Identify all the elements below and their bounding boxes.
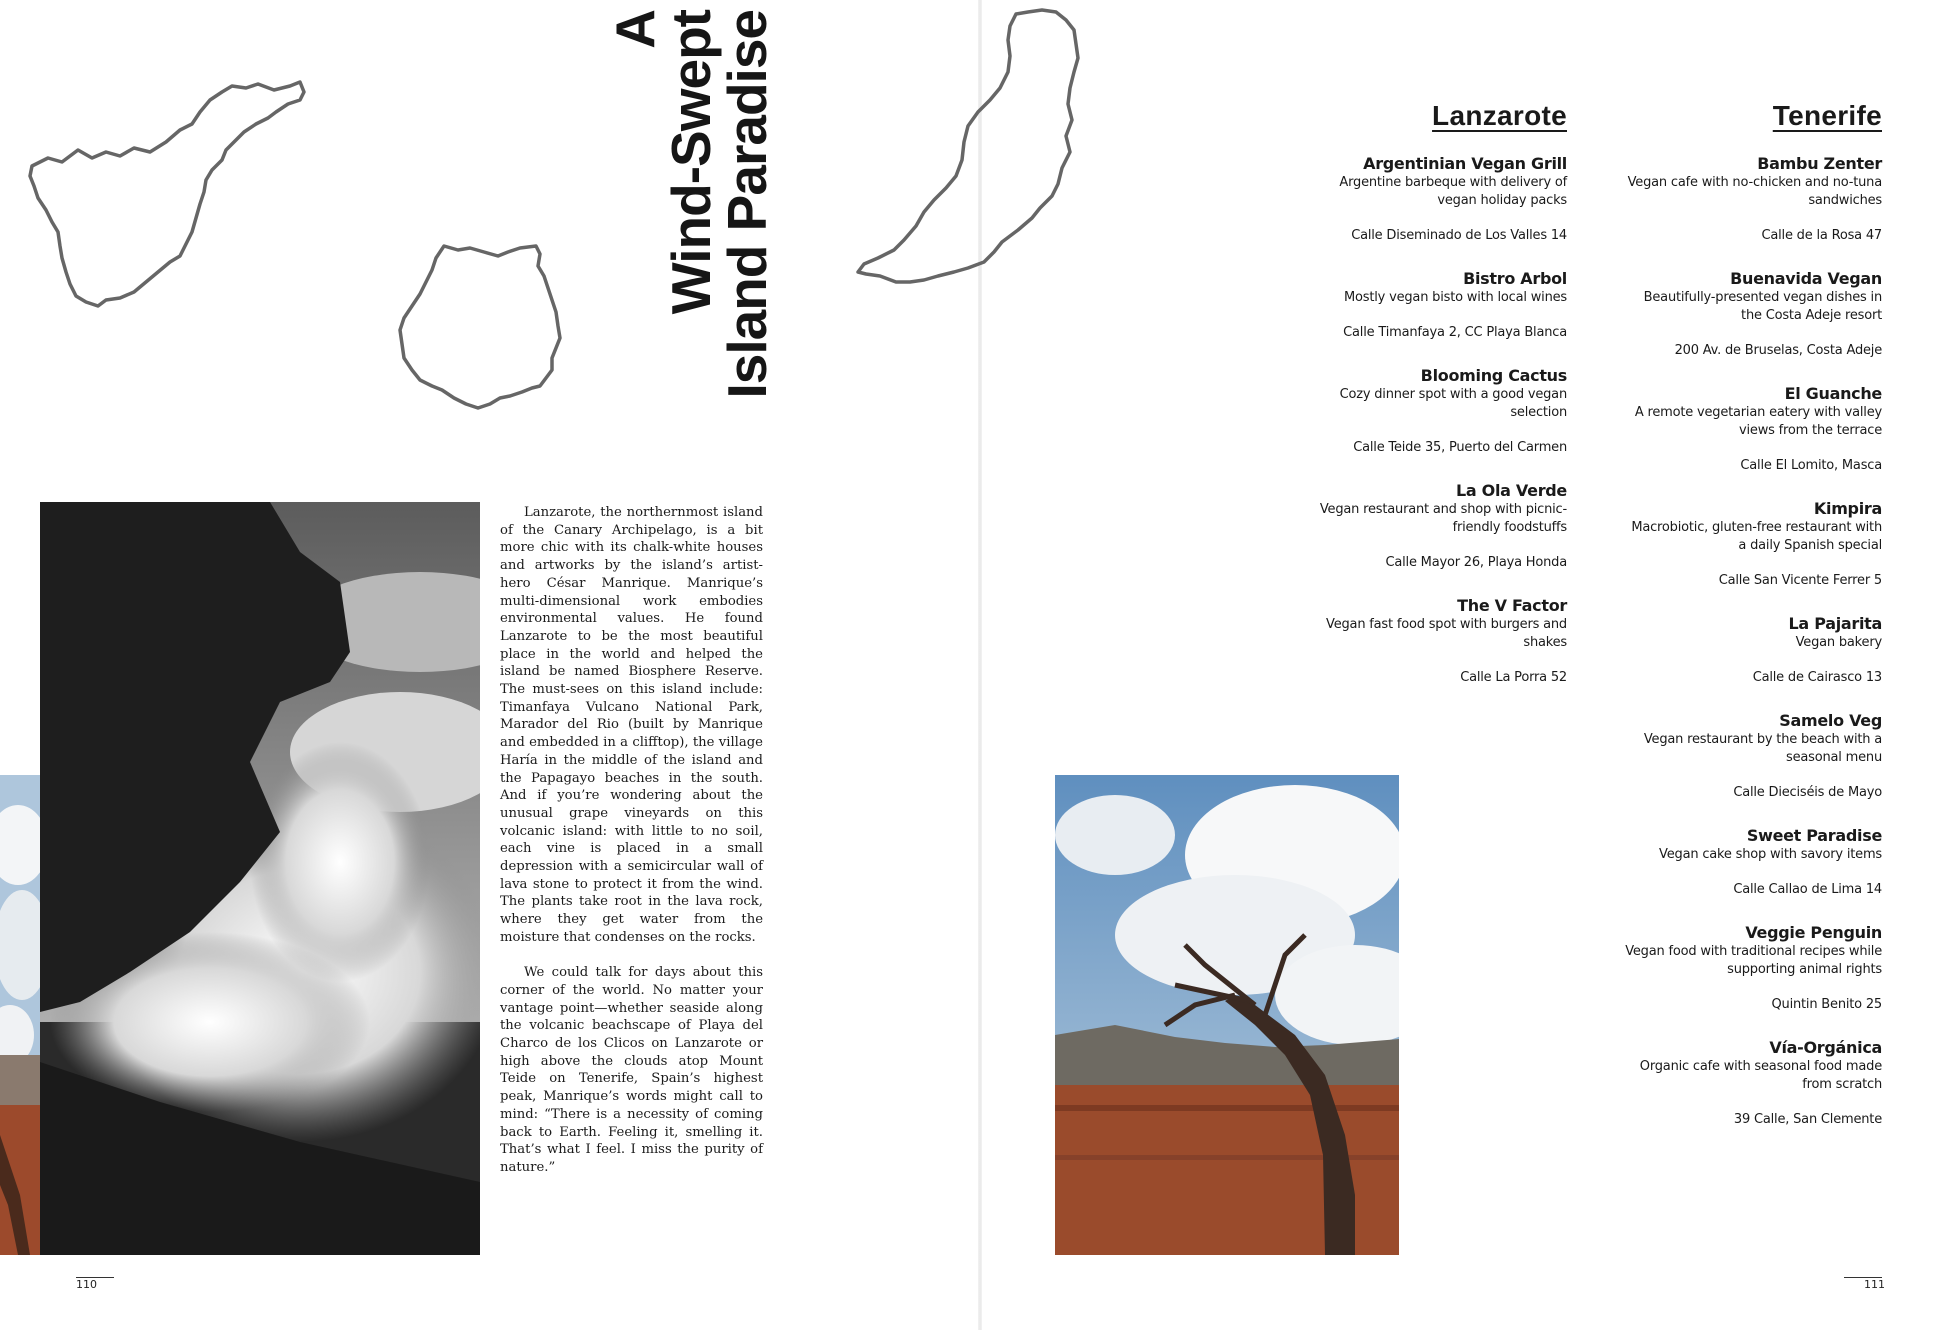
- venue-name: Kimpira: [1813, 499, 1882, 518]
- title-line-2: Wind-Swept: [660, 10, 722, 315]
- list-item: [1310, 154, 1567, 245]
- page-number-right: 111: [1864, 1278, 1885, 1291]
- list-item: [1620, 499, 1882, 590]
- list-item: [1310, 481, 1567, 572]
- venue-address: Calle Diseminado de Los Valles 14: [1351, 228, 1567, 243]
- venue-name: Buenavida Vegan: [1730, 269, 1882, 288]
- venue-name: Bistro Arbol: [1463, 269, 1567, 288]
- venue-description: Vegan cake shop with savory items: [1659, 847, 1882, 862]
- venue-address: Calle Callao de Lima 14: [1733, 882, 1882, 897]
- venue-description: Cozy dinner spot with a good vegan selection: [1339, 387, 1567, 420]
- tenerife-outline-icon: [30, 82, 304, 306]
- venue-description: Vegan cafe with no-chicken and no-tuna sandwiches: [1627, 175, 1882, 208]
- venue-description: Vegan bakery: [1795, 635, 1882, 650]
- lanzarote-listing: [1310, 100, 1567, 711]
- venue-address: 39 Calle, San Clemente: [1733, 1112, 1882, 1127]
- list-item: [1620, 384, 1882, 475]
- title-line-3: Island Paradise: [716, 10, 778, 399]
- venue-description: Macrobiotic, gluten-free restaurant with a daily Spanish special: [1631, 520, 1882, 553]
- list-item: [1620, 614, 1882, 687]
- venue-description: Vegan restaurant by the beach with a seasonal menu: [1643, 732, 1882, 765]
- venue-description: Vegan food with traditional recipes while supporting animal rights: [1625, 944, 1882, 977]
- list-item: [1310, 366, 1567, 457]
- venue-name: The V Factor: [1457, 596, 1567, 615]
- venue-description: Argentine barbeque with delivery of vegan holiday packs: [1339, 175, 1567, 208]
- venue-name: Vía-Orgánica: [1769, 1038, 1882, 1057]
- photo-wave-rocks: [40, 502, 480, 1255]
- list-item: [1310, 269, 1567, 342]
- list-item: [1620, 923, 1882, 1014]
- venue-address: Calle Teide 35, Puerto del Carmen: [1353, 440, 1567, 455]
- venue-description: Mostly vegan bisto with local wines: [1344, 290, 1567, 305]
- venue-name: La Ola Verde: [1456, 481, 1567, 500]
- venue-address: Calle La Porra 52: [1460, 670, 1567, 685]
- photo-left-strip: [0, 775, 40, 1255]
- venue-name: Samelo Veg: [1779, 711, 1882, 730]
- venue-name: Bambu Zenter: [1757, 154, 1882, 173]
- list-item: [1310, 596, 1567, 687]
- venue-name: La Pajarita: [1788, 614, 1882, 633]
- page-number-left: 110: [76, 1278, 97, 1291]
- venue-name: Veggie Penguin: [1745, 923, 1882, 942]
- article-paragraph-2: We could talk for days about this corner of the world. No matter your vantage point—whether seaside along the volcanic beachscape of Playa del Charco de los Clicos on Lanzarote or high above the clouds atop Mount Teide on Tenerife, Spain’s highest peak, Manrique’s words might call to mind: “There is a necessity of coming back to Earth. Feeling it, smelling it. That’s what I feel. I miss the purity of nature.”: [500, 965, 763, 1175]
- article-paragraph-1: Lanzarote, the northernmost island of the Canary Archipelago, is a bit more chic with its chalk-white houses and artworks by the island’s artist-hero César Manrique. Manrique’s multi-dimensional work embodies environmental values. He found Lanzarote to be the most beautiful place in the world and helped the island be named Biosphere Reserve. The must-sees on this island include: Timanfaya Vulcano National Park, Marador del Rio (built by Manrique and embedded in a clifftop), the village Haría in the middle of the island and the Papagayo beaches in the south. And if you’re wondering about the unusual grape vineyards on this volcanic island: with little to no soil, each vine is placed in a small depression with a semicircular wall of lava stone to protect it from the wind. The plants take root in the lava rock, where they get water from the moisture that condenses on the rocks.: [500, 505, 763, 945]
- venue-address: 200 Av. de Bruselas, Costa Adeje: [1674, 343, 1882, 358]
- list-item: [1620, 269, 1882, 360]
- venue-name: Sweet Paradise: [1746, 826, 1882, 845]
- venue-description: Vegan fast food spot with burgers and shakes: [1326, 617, 1567, 650]
- venue-address: Calle Mayor 26, Playa Honda: [1385, 555, 1567, 570]
- venue-name: Blooming Cactus: [1420, 366, 1567, 385]
- venue-name: Argentinian Vegan Grill: [1363, 154, 1567, 173]
- tenerife-heading: Tenerife: [1772, 100, 1882, 131]
- photo-dead-tree: [1055, 775, 1399, 1255]
- venue-address: Calle de la Rosa 47: [1761, 228, 1882, 243]
- venue-address: Calle de Cairasco 13: [1752, 670, 1882, 685]
- article-body: [500, 504, 763, 1194]
- venue-address: Calle San Vicente Ferrer 5: [1718, 573, 1882, 588]
- venue-address: Calle Dieciséis de Mayo: [1733, 785, 1882, 800]
- list-item: [1620, 154, 1882, 245]
- lanzarote-outline-icon: [858, 10, 1078, 282]
- list-item: [1620, 1038, 1882, 1129]
- venue-address: Calle Timanfaya 2, CC Playa Blanca: [1343, 325, 1567, 340]
- venue-address: Calle El Lomito, Masca: [1740, 458, 1882, 473]
- venue-description: Organic cafe with seasonal food made from scratch: [1639, 1059, 1882, 1092]
- list-item: [1620, 826, 1882, 899]
- article-title: [602, 10, 780, 480]
- venue-description: A remote vegetarian eatery with valley views from the terrace: [1634, 405, 1882, 438]
- venue-description: Vegan restaurant and shop with picnic-friendly foodstuffs: [1319, 502, 1567, 535]
- gran-canaria-outline-icon: [400, 246, 560, 408]
- tenerife-listing: [1620, 100, 1882, 1153]
- title-line-1: A: [604, 10, 666, 49]
- list-item: [1620, 711, 1882, 802]
- venue-name: El Guanche: [1784, 384, 1882, 403]
- venue-address: Quintin Benito 25: [1771, 997, 1882, 1012]
- venue-description: Beautifully-presented vegan dishes in the Costa Adeje resort: [1643, 290, 1882, 323]
- lanzarote-heading: Lanzarote: [1432, 100, 1567, 131]
